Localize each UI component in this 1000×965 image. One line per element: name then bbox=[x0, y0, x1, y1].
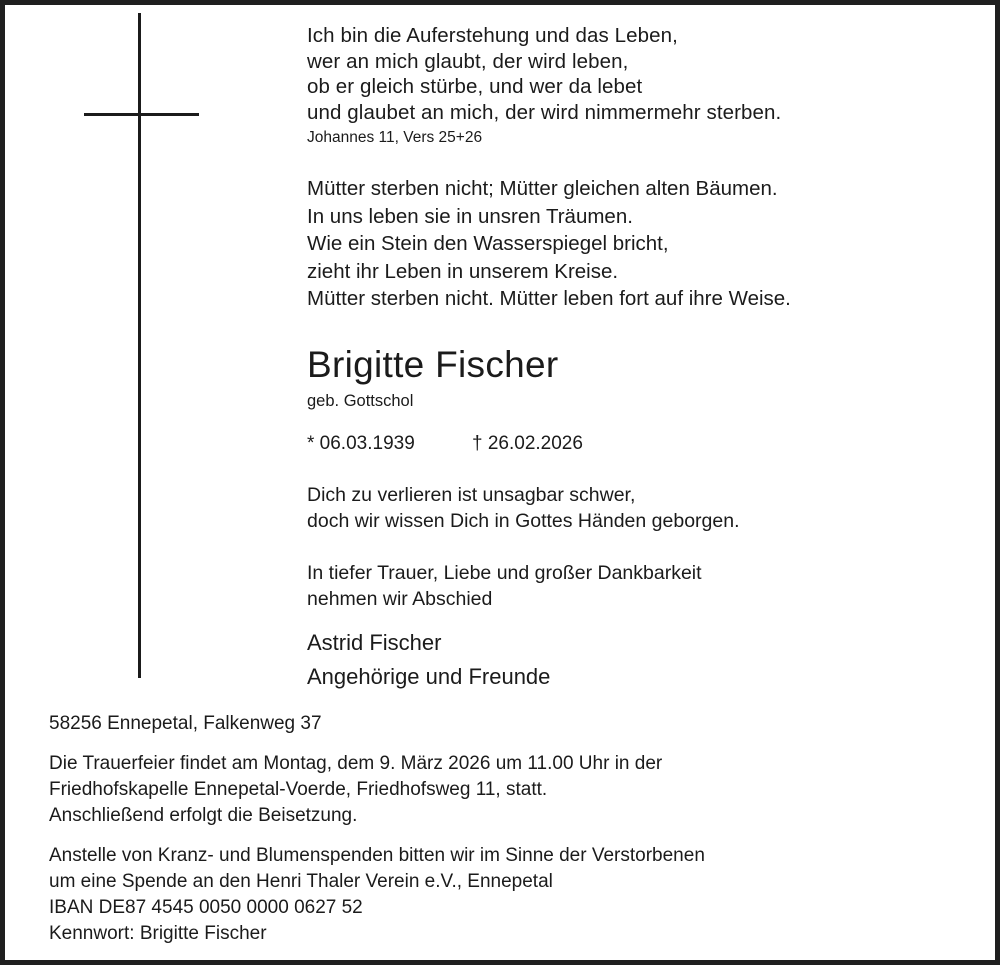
mourning-line: In tiefer Trauer, Liebe und großer Dankbarkeit bbox=[307, 561, 702, 584]
cross-symbol bbox=[5, 5, 295, 695]
notice-footer bbox=[49, 711, 979, 947]
ceremony-line: Friedhofskapelle Ennepetal-Voerde, Friedhofsweg 11, statt. bbox=[49, 779, 548, 800]
bible-verse-line: ob er gleich stürbe, und wer da lebet bbox=[307, 75, 643, 98]
memorial-poem-line: In uns leben sie in unsren Träumen. bbox=[307, 204, 633, 228]
deceased-name: Brigitte Fischer bbox=[307, 343, 559, 385]
deceased-maiden-name: geb. Gottschol bbox=[307, 391, 414, 410]
bible-verse-line: Ich bin die Auferstehung und das Leben, bbox=[307, 24, 678, 47]
donation-block bbox=[49, 843, 979, 947]
address-line: 58256 Ennepetal, Falkenweg 37 bbox=[49, 713, 322, 734]
farewell-line: Dich zu verlieren ist unsagbar schwer, bbox=[307, 483, 636, 506]
bible-verse-line: und glaubet an mich, der wird nimmermehr sterben. bbox=[307, 100, 782, 124]
bible-verse-source: Johannes 11, Vers 25+26 bbox=[307, 129, 483, 146]
memorial-poem-line: Mütter sterben nicht. Mütter leben fort auf ihre Weise. bbox=[307, 287, 791, 310]
life-dates bbox=[307, 432, 977, 456]
donation-keyword: Kennwort: Brigitte Fischer bbox=[49, 923, 267, 944]
memorial-poem-line: zieht ihr Leben in unserem Kreise. bbox=[307, 259, 619, 283]
memorial-poem-line: Mütter sterben nicht; Mütter gleichen alten Bäumen. bbox=[307, 177, 778, 200]
memorial-poem bbox=[307, 175, 977, 313]
memorial-poem-line: Wie ein Stein den Wasserspiegel bricht, bbox=[307, 232, 669, 255]
farewell-line: doch wir wissen Dich in Gottes Händen geborgen. bbox=[307, 509, 740, 532]
address-block bbox=[49, 711, 979, 737]
birth-date: * 06.03.1939 bbox=[307, 432, 415, 454]
ceremony-line: Die Trauerfeier findet am Montag, dem 9. März 2026 um 11.00 Uhr in der bbox=[49, 753, 663, 774]
bereaved-family bbox=[307, 626, 977, 694]
bible-verse bbox=[307, 23, 977, 125]
bible-verse-line: wer an mich glaubt, der wird leben, bbox=[307, 49, 629, 73]
death-date: † 26.02.2026 bbox=[472, 432, 583, 454]
mourning-text bbox=[307, 560, 977, 612]
donation-iban: IBAN DE87 4545 0050 0000 0627 52 bbox=[49, 897, 363, 918]
donation-line: um eine Spende an den Henri Thaler Verein e.V., Ennepetal bbox=[49, 871, 553, 892]
donation-line: Anstelle von Kranz- und Blumenspenden bitten wir im Sinne der Verstorbenen bbox=[49, 845, 705, 866]
ceremony-block bbox=[49, 751, 979, 829]
notice-body bbox=[307, 23, 977, 694]
farewell-text bbox=[307, 482, 977, 534]
ceremony-line: Anschließend erfolgt die Beisetzung. bbox=[49, 805, 358, 826]
cross-horizontal-bar bbox=[84, 113, 199, 116]
mourning-line: nehmen wir Abschied bbox=[307, 587, 493, 610]
bereaved-family-line: Angehörige und Freunde bbox=[307, 663, 551, 689]
bereaved-family-line: Astrid Fischer bbox=[307, 629, 442, 655]
